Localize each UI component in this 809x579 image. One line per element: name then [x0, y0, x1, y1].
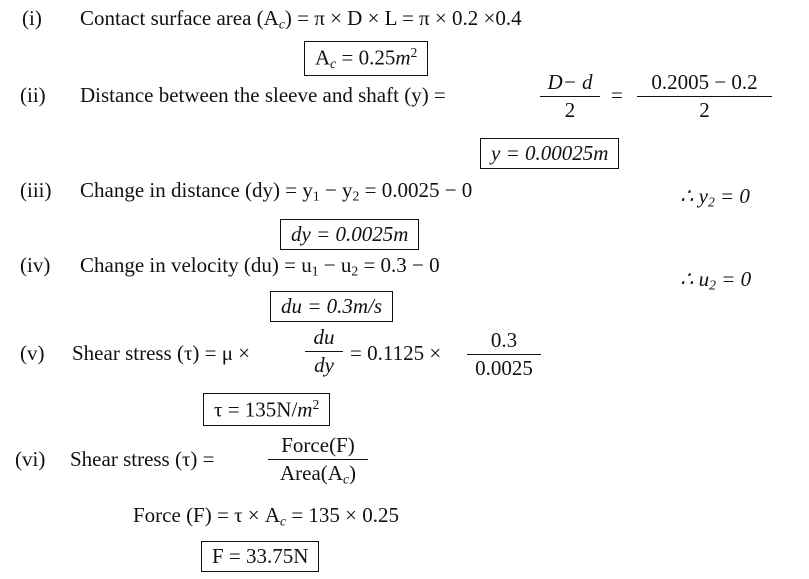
step-label-v: (v)	[20, 341, 45, 365]
distance-equation: Distance between the sleeve and shaft (y) =	[80, 83, 446, 107]
step-label-iii: (iii)	[20, 178, 52, 202]
result-box-force: F = 33.75N	[201, 541, 319, 572]
step-label-iv: (iv)	[20, 253, 51, 277]
fraction-diameters-over-2: 0.2005 − 0.2 2	[637, 72, 772, 121]
fraction-d-minus-d-over-2: D− d 2	[540, 72, 600, 121]
fraction-velocity-over-distance: 0.3 0.0025	[467, 330, 541, 379]
viscosity-multiplier: = 0.1125 ×	[350, 341, 442, 365]
step-label-ii: (ii)	[20, 83, 46, 107]
result-box-dy: dy = 0.0025m	[280, 219, 419, 250]
result-box-tau: $\tau = 135N/m^2$	[203, 393, 330, 426]
change-in-distance-equation: Change in distance $(dy) = y_1 - y_2 = 0.0025 - 0$	[80, 178, 473, 204]
equals-sign: =	[611, 83, 623, 107]
result-box-du: du = 0.3m/s	[270, 291, 393, 322]
step-label-vi: (vi)	[15, 447, 46, 471]
fraction-du-over-dy: du dy	[305, 327, 343, 376]
shear-stress-equation: Shear stress (τ) = μ ×	[72, 341, 251, 365]
change-in-velocity-equation: Change in velocity $(du) = u_1 - u_2 = 0.3 - 0$	[80, 253, 440, 279]
step-label-i: (i)	[22, 6, 42, 30]
contact-surface-area-equation: Contact surface area $(A_c) = \pi \times D \times L = \pi \times 0.2 \times 0.4$	[80, 6, 522, 32]
note-u2-zero: ∴ $u_2 = 0$	[680, 267, 752, 293]
fraction-force-over-area: Force(F) $Area(A_c)$	[268, 435, 368, 486]
result-box-y: y = 0.00025m	[480, 138, 619, 169]
shear-stress-force-area: Shear stress (τ) =	[70, 447, 215, 471]
note-y2-zero: ∴ $y_2 = 0$	[680, 184, 750, 210]
result-box-area: $A_c = 0.25m^2$	[304, 41, 428, 76]
force-equation: Force $(F) = \tau \times A_c = 135 \times 0.25$	[133, 503, 400, 529]
